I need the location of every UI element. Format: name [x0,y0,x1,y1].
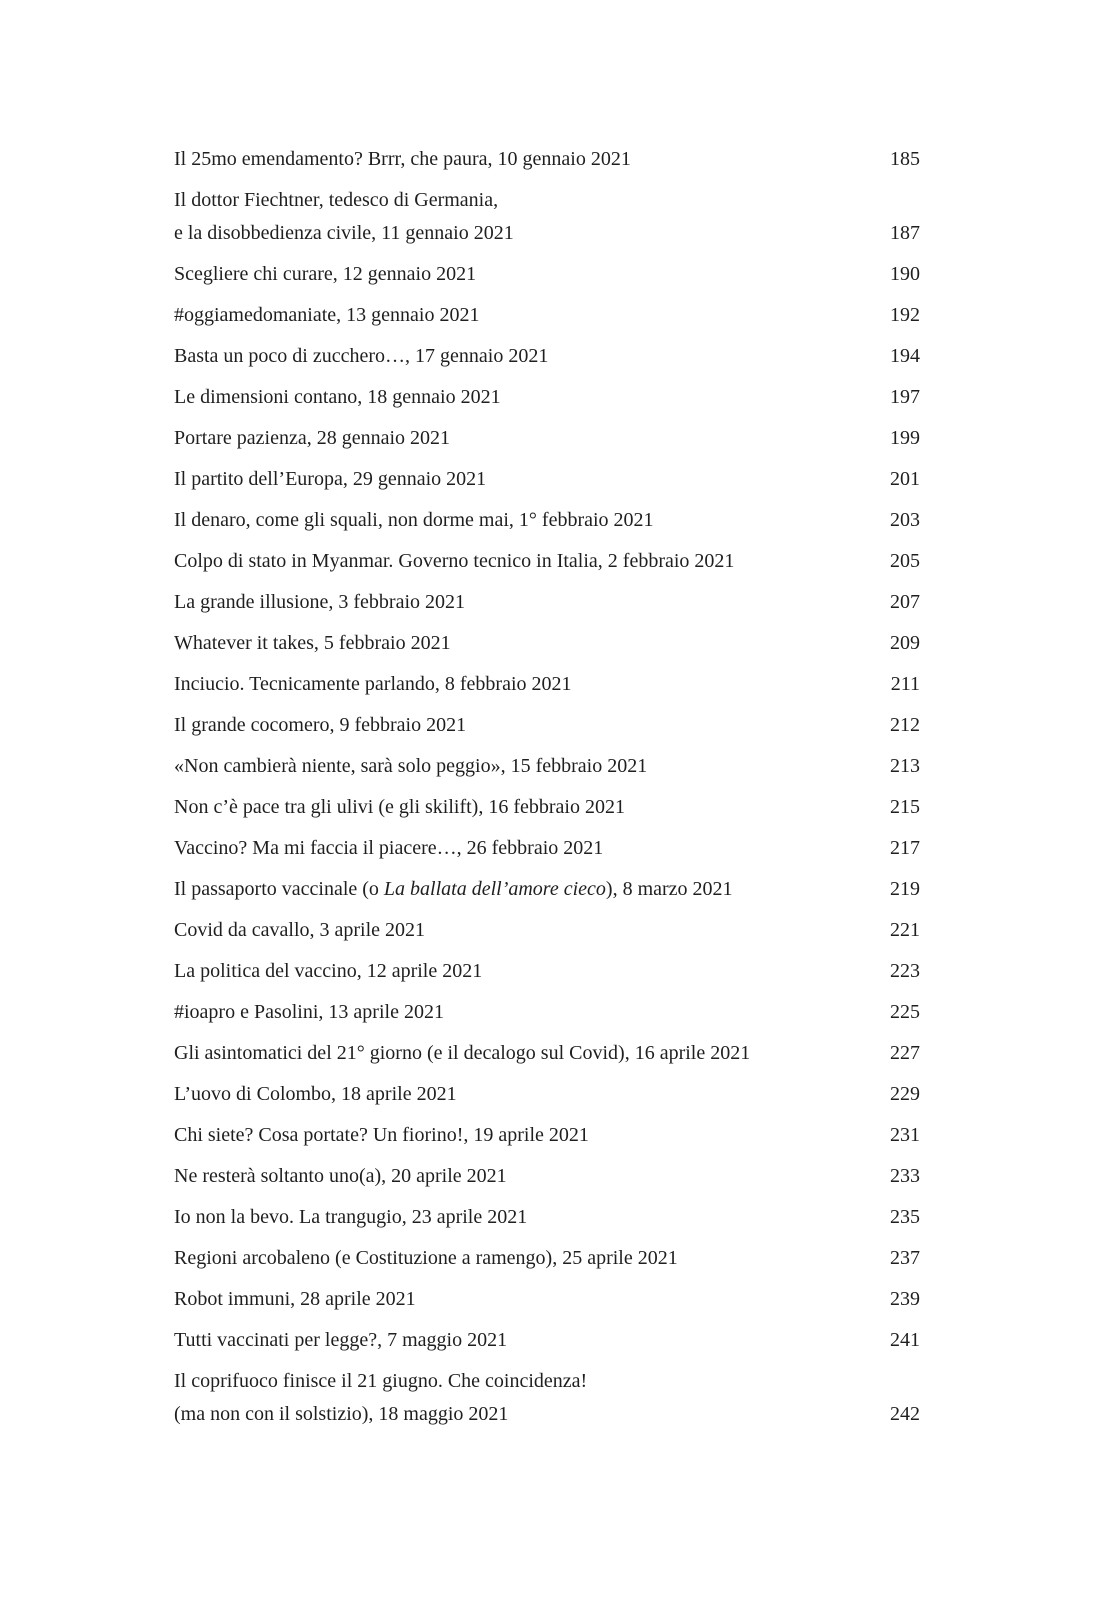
toc-entry-title [174,463,854,496]
toc-entry-title [174,873,854,906]
toc-entry-title-line: Scegliere chi curare, 12 gennaio 2021 [174,263,477,285]
toc-entry-title-line: La politica del vaccino, 12 aprile 2021 [174,960,483,982]
toc-entry-page-number: 227 [890,1042,920,1064]
toc-entry-page-number: 231 [890,1124,920,1146]
toc-entry [174,627,920,660]
toc-entry-title [174,422,854,455]
toc-entry-title-line: Regioni arcobaleno (e Costituzione a ramengo), 25 aprile 2021 [174,1247,678,1269]
toc-entry-title-line: Il denaro, come gli squali, non dorme mai, 1° febbraio 2021 [174,509,654,531]
toc-entry-page-number: 203 [890,509,920,531]
toc-entry [174,1119,920,1152]
toc-entry [174,422,920,455]
toc-entry [174,340,920,373]
toc-entry-page-number: 197 [890,386,920,408]
toc-entry-title [174,1078,854,1111]
toc-entry-page-number: 194 [890,345,920,367]
toc-entry [174,1365,920,1431]
toc-entry-page-number: 235 [890,1206,920,1228]
toc-entry-title [174,791,854,824]
toc-entry-title [174,914,854,947]
toc-entry-title-line: Il dottor Fiechtner, tedesco di Germania, [174,189,499,211]
toc-entry [174,1037,920,1070]
toc-entry [174,586,920,619]
toc-entry-title-line: Chi siete? Cosa portate? Un fiorino!, 19 aprile 2021 [174,1124,589,1146]
toc-entry-title-italic: La ballata dell’amore cieco [383,878,606,900]
toc-entry-page-number: 201 [890,468,920,490]
toc-entry-title [174,996,854,1029]
toc-entry-title [174,184,854,250]
toc-entry-page-number: 209 [890,632,920,654]
toc-entry-title-line: (ma non con il solstizio), 18 maggio 2021 [174,1403,509,1425]
toc-entry-title-line: Io non la bevo. La trangugio, 23 aprile 2021 [174,1206,528,1228]
toc-entry [174,750,920,783]
toc-entry-title-line: Il partito dell’Europa, 29 gennaio 2021 [174,468,487,490]
toc-entry-page-number: 215 [890,796,920,818]
toc-entry [174,381,920,414]
toc-entry-title-text: Il passaporto vaccinale (o [174,878,384,900]
toc-entry-title-line: Il coprifuoco finisce il 21 giugno. Che coincidenza! [174,1370,588,1392]
toc-entry [174,832,920,865]
toc-entry-page-number: 205 [890,550,920,572]
toc-entry-page-number: 211 [890,673,920,695]
toc-entry [174,955,920,988]
table-of-contents [174,143,920,1439]
toc-entry-title [174,504,854,537]
toc-entry-page-number: 199 [890,427,920,449]
toc-entry-title [174,832,854,865]
toc-entry [174,1201,920,1234]
toc-entry [174,668,920,701]
toc-entry [174,914,920,947]
toc-entry-title-line: #oggiamedomaniate, 13 gennaio 2021 [174,304,480,326]
toc-entry-page-number: 225 [890,1001,920,1023]
toc-entry-title-line: Inciucio. Tecnicamente parlando, 8 febbraio 2021 [174,673,572,695]
toc-entry-title [174,750,854,783]
toc-entry-title [174,340,854,373]
toc-entry-title-line: Basta un poco di zucchero…, 17 gennaio 2021 [174,345,549,367]
toc-entry-title [174,955,854,988]
toc-entry [174,873,920,906]
toc-entry [174,1160,920,1193]
toc-entry-page-number: 219 [890,878,920,900]
toc-entry-title-line: Le dimensioni contano, 18 gennaio 2021 [174,386,501,408]
toc-entry-title-line: e la disobbedienza civile, 11 gennaio 2021 [174,222,514,244]
toc-entry-title [174,545,854,578]
toc-entry-title-line: Il 25mo emendamento? Brrr, che paura, 10 gennaio 2021 [174,148,631,170]
toc-entry [174,504,920,537]
toc-entry-title-text: ), 8 marzo 2021 [605,878,733,900]
toc-entry-title [174,381,854,414]
toc-entry-page-number: 187 [890,222,920,244]
toc-entry [174,258,920,291]
toc-entry-page-number: 239 [890,1288,920,1310]
toc-entry-title-line: Tutti vaccinati per legge?, 7 maggio 2021 [174,1329,508,1351]
toc-entry [174,143,920,176]
toc-entry-page-number: 217 [890,837,920,859]
toc-entry-title [174,709,854,742]
toc-entry-title-line: Portare pazienza, 28 gennaio 2021 [174,427,451,449]
toc-entry [174,184,920,250]
toc-entry-title-line: #ioapro e Pasolini, 13 aprile 2021 [174,1001,444,1023]
toc-entry-title [174,1119,854,1152]
toc-entry-title-line: Robot immuni, 28 aprile 2021 [174,1288,416,1310]
toc-entry-title-line: Vaccino? Ma mi faccia il piacere…, 26 febbraio 2021 [174,837,604,859]
toc-entry [174,709,920,742]
toc-entry-page-number: 233 [890,1165,920,1187]
toc-entry-title [174,258,854,291]
toc-entry-title [174,1283,854,1316]
toc-entry-title [174,668,854,701]
toc-entry-title-line [174,873,854,906]
toc-entry-page-number: 207 [890,591,920,613]
toc-entry [174,463,920,496]
toc-entry [174,1324,920,1357]
toc-entry-page-number: 237 [890,1247,920,1269]
toc-entry-page-number: 221 [890,919,920,941]
toc-entry-title [174,627,854,660]
toc-entry-page-number: 212 [890,714,920,736]
toc-entry-page-number: 192 [890,304,920,326]
toc-entry-title [174,299,854,332]
toc-entry-title-line: Ne resterà soltanto uno(a), 20 aprile 2021 [174,1165,507,1187]
toc-entry [174,1242,920,1275]
toc-entry-page-number: 241 [890,1329,920,1351]
toc-entry-page-number: 213 [890,755,920,777]
toc-entry-title-line: L’uovo di Colombo, 18 aprile 2021 [174,1083,457,1105]
toc-entry-title-line: «Non cambierà niente, sarà solo peggio», 15 febbraio 2021 [174,755,648,777]
toc-entry-title-line: La grande illusione, 3 febbraio 2021 [174,591,466,613]
toc-entry [174,545,920,578]
toc-entry-title-line: Il grande cocomero, 9 febbraio 2021 [174,714,467,736]
toc-entry [174,996,920,1029]
toc-entry [174,1283,920,1316]
toc-entry-title [174,143,854,176]
toc-entry-title-line: Colpo di stato in Myanmar. Governo tecnico in Italia, 2 febbraio 2021 [174,550,735,572]
toc-entry [174,791,920,824]
toc-entry-title [174,1037,854,1070]
toc-entry-title-line: Gli asintomatici del 21° giorno (e il decalogo sul Covid), 16 aprile 2021 [174,1042,751,1064]
toc-entry-page-number: 242 [890,1403,920,1425]
toc-entry-title [174,1201,854,1234]
toc-entry-page-number: 185 [890,148,920,170]
toc-entry-title-line: Whatever it takes, 5 febbraio 2021 [174,632,451,654]
toc-entry-page-number: 229 [890,1083,920,1105]
toc-entry [174,299,920,332]
toc-entry-title [174,1160,854,1193]
toc-entry-title [174,1242,854,1275]
toc-entry-page-number: 190 [890,263,920,285]
toc-entry [174,1078,920,1111]
toc-entry-title [174,586,854,619]
toc-entry-title-line: Covid da cavallo, 3 aprile 2021 [174,919,426,941]
toc-entry-page-number: 223 [890,960,920,982]
toc-entry-title-line: Non c’è pace tra gli ulivi (e gli skilift), 16 febbraio 2021 [174,796,625,818]
toc-entry-title [174,1365,854,1431]
toc-entry-title [174,1324,854,1357]
